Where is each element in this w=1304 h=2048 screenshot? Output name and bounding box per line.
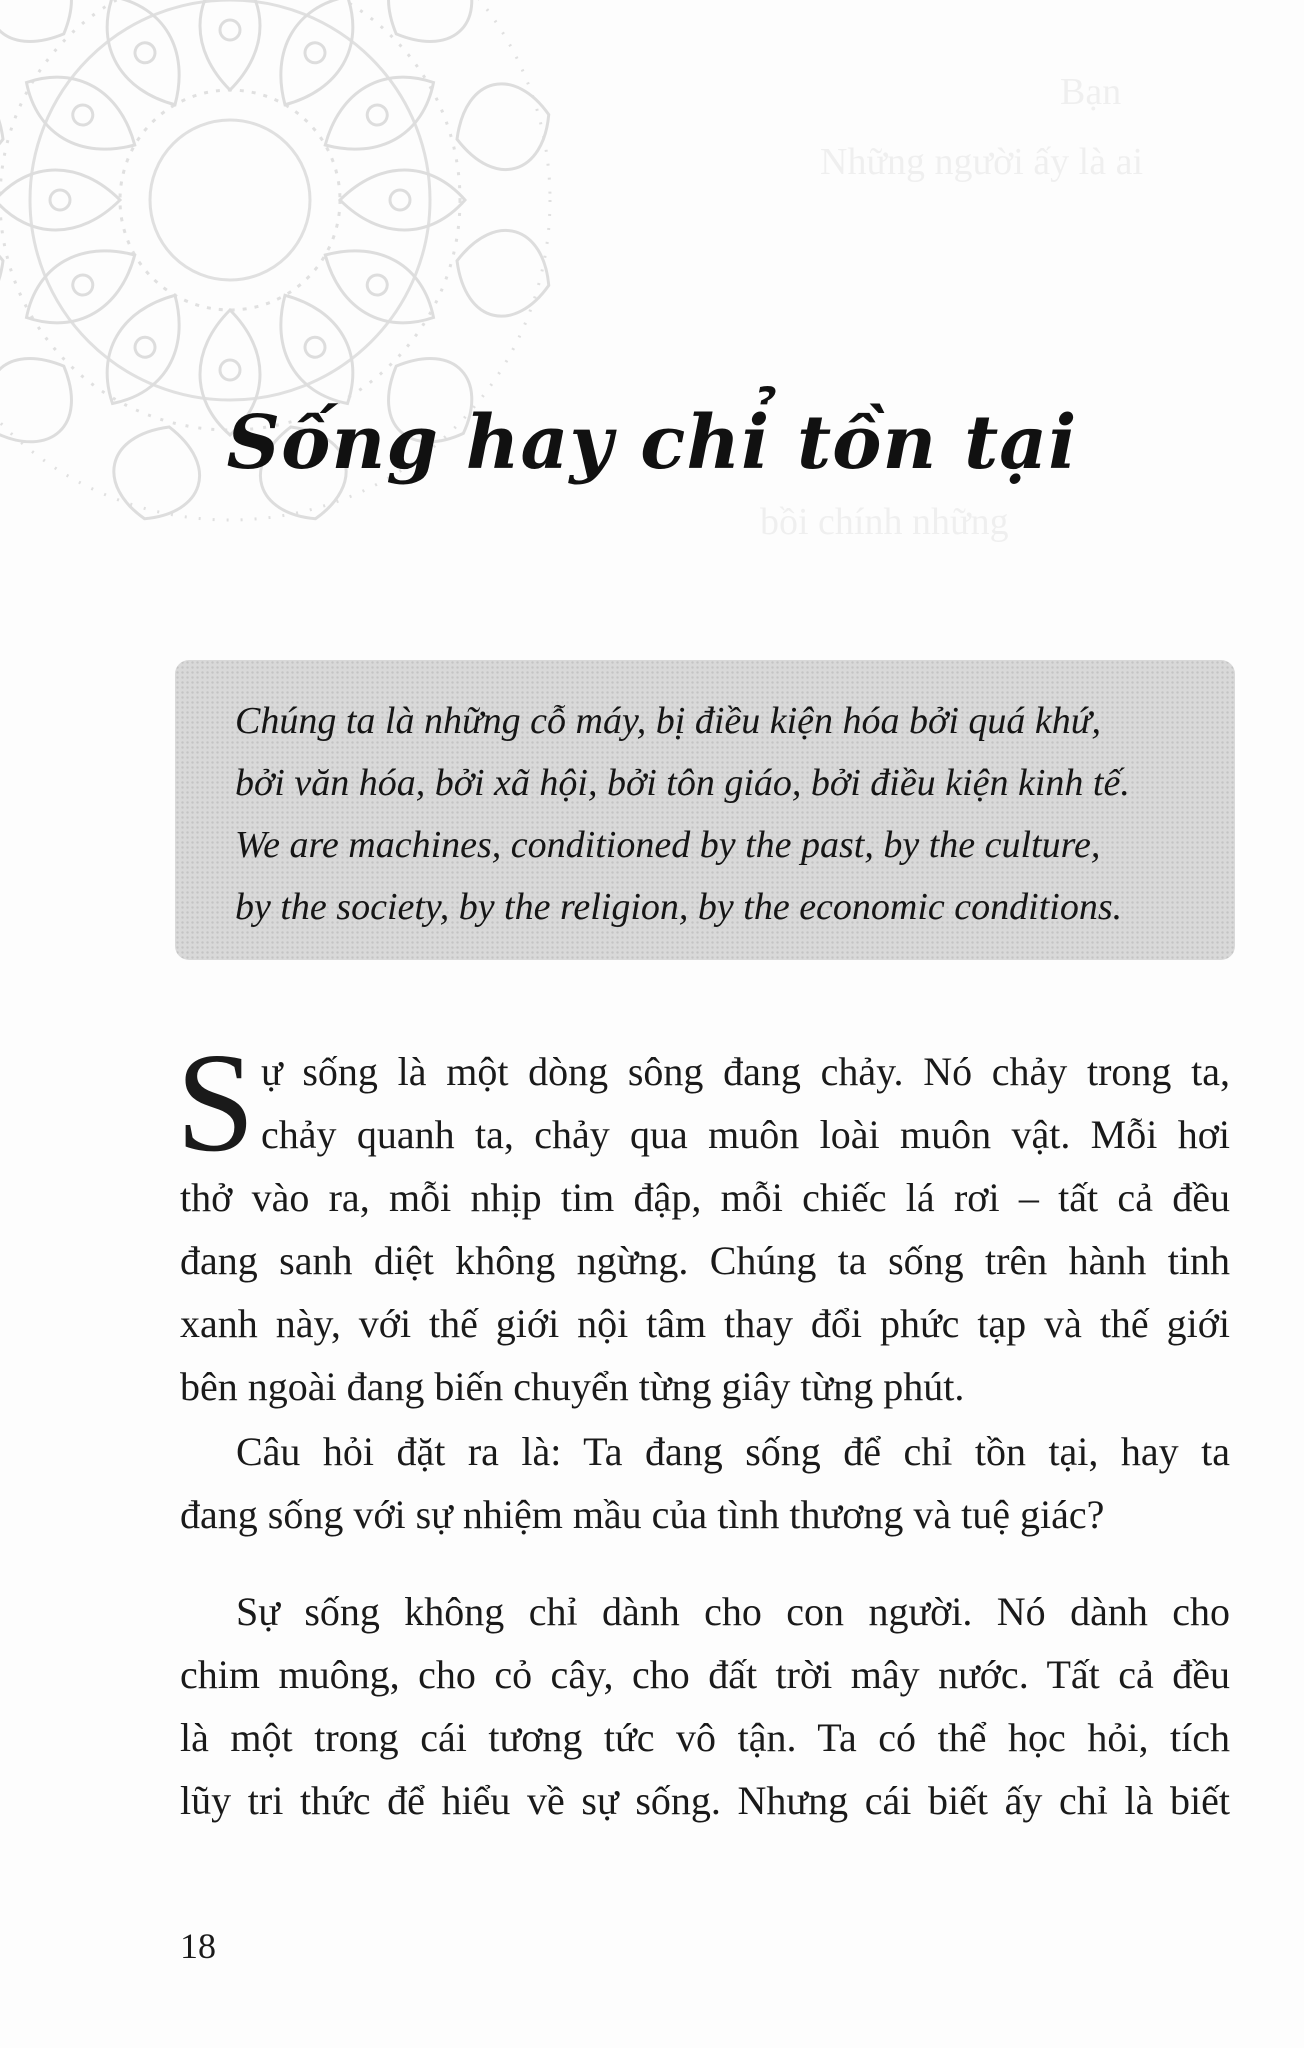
quote-line: bởi văn hóa, bởi xã hội, bởi tôn giáo, bởi điều kiện kinh tế. [235, 762, 1130, 804]
page-number: 18 [180, 1926, 216, 1966]
quote-box [175, 660, 1235, 960]
paragraph-line [180, 1580, 1230, 1643]
quote-line: by the society, by the religion, by the economic conditions. [235, 886, 1123, 928]
paragraph-3 [180, 1580, 1230, 1832]
paragraph-line: đang sanh diệt không ngừng. Chúng ta sống trên hành tinh [180, 1238, 1230, 1283]
paragraph-line: chim muông, cho cỏ cây, cho đất trời mây nước. Tất cả đều [180, 1652, 1230, 1697]
paragraph-line: bên ngoài đang biến chuyển từng giây từng phút. [180, 1364, 965, 1409]
paragraph-line: là một trong cái tương tức vô tận. Ta có thể học hỏi, tích [180, 1715, 1230, 1760]
paragraph-line: thở vào ra, mỗi nhịp tim đập, mỗi chiếc lá rơi – tất cả đều [180, 1175, 1230, 1220]
paragraph-line-text: Câu hỏi đặt ra là: Ta đang sống để chỉ tồn tại, hay ta [236, 1429, 1230, 1474]
bleed-through-text: Những người ấy là ai [820, 141, 1143, 183]
paragraph-line: lũy tri thức để hiểu về sự sống. Nhưng cái biết ấy chỉ là biết [180, 1778, 1230, 1823]
paragraph-line: ự sống là một dòng sông đang chảy. Nó chảy trong ta, [260, 1049, 1230, 1094]
paragraph-line-text: Sự sống không chỉ dành cho con người. Nó dành cho [236, 1589, 1230, 1634]
bleed-through-text: Bạn [1060, 71, 1122, 113]
paragraph-line: đang sống với sự nhiệm mầu của tình thương và tuệ giác? [180, 1492, 1105, 1537]
drop-cap: S [176, 1023, 255, 1181]
quote-line: Chúng ta là những cỗ máy, bị điều kiện hóa bởi quá khứ, [235, 700, 1101, 742]
quote-line: We are machines, conditioned by the past, by the culture, [235, 824, 1101, 866]
bleed-through-text: bồi chính những [760, 501, 1009, 543]
paragraph-line [180, 1420, 1230, 1483]
paragraph-line: chảy quanh ta, chảy qua muôn loài muôn vật. Mỗi hơi [260, 1112, 1230, 1157]
paragraph-1 [176, 1023, 1230, 1418]
chapter-title: Sống hay chỉ tồn tại [226, 400, 1078, 486]
paragraph-2 [180, 1420, 1230, 1546]
paragraph-line: xanh này, với thế giới nội tâm thay đổi phức tạp và thế giới [180, 1301, 1230, 1346]
